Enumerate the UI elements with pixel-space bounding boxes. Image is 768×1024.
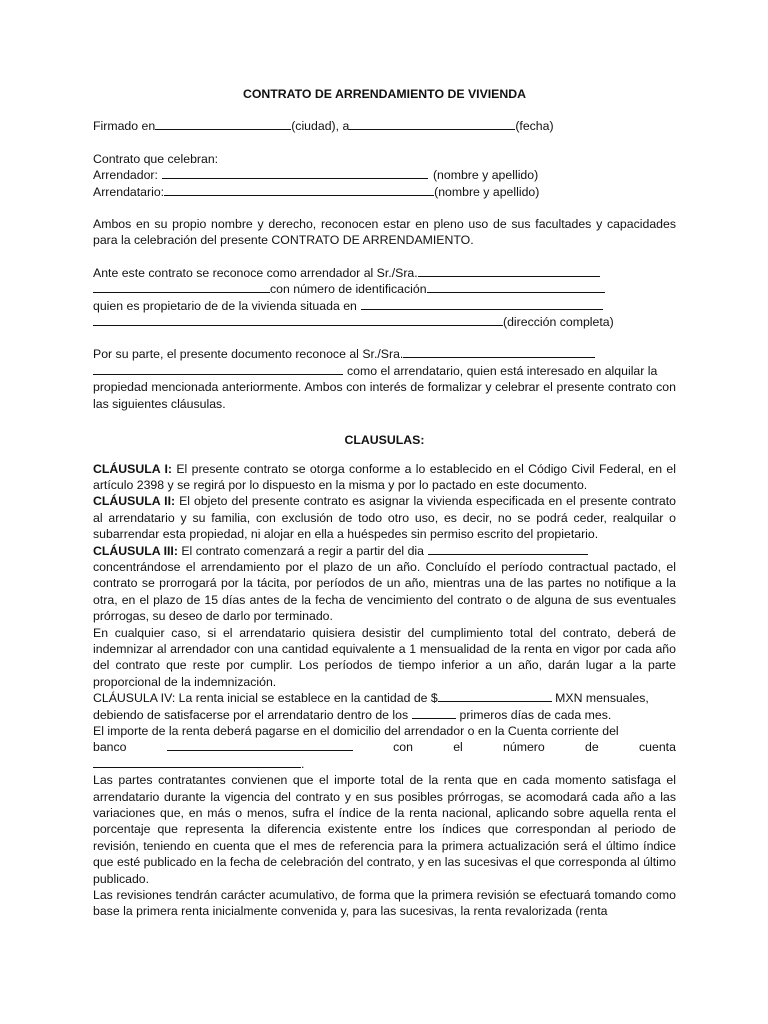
arrendador-nombre-hint: (nombre y apellido) xyxy=(432,168,539,183)
ante-line-4 xyxy=(93,314,676,330)
contract-document xyxy=(93,86,676,920)
clausula-2-text: El objeto del presente contrato es asignar la vivienda especificada en el presente contrato al arrendatario y su familia, con exclusión de todo otro uso, es decir, no se podrá ceder, realquilar o subarrendar esta propiedad, ni alojar en ella a huéspedes sin permiso escrito del propietario. xyxy=(93,494,676,542)
clausula-3-line-1 xyxy=(93,543,676,559)
clausula-4-line-3: El importe de la renta deberá pagarse en el domicilio del arrendador o en la Cuenta corriente del xyxy=(93,724,619,738)
city-blank xyxy=(155,118,291,130)
arrendatario-nombre-hint: (nombre y apellido) xyxy=(434,184,540,199)
start-date-blank xyxy=(428,543,588,555)
arrendador-name-blank xyxy=(93,281,270,293)
de-word: de xyxy=(585,740,599,755)
arrendador-blank xyxy=(162,167,428,179)
ante-line-2 xyxy=(93,281,676,297)
ante-text-3: quien es propietario de de la vivienda situada en xyxy=(93,298,357,313)
days-blank xyxy=(412,707,456,719)
rent-amount-blank xyxy=(438,690,552,702)
bank-name-blank xyxy=(167,739,353,751)
ambos-paragraph: Ambos en su propio nombre y derecho, reconocen estar en pleno uso de sus facultades y capacidades para la celebración del presente CONTRATO DE ARRENDAMIENTO. xyxy=(93,217,676,248)
cuenta-word: cuenta xyxy=(639,740,676,755)
firmado-label: Firmado en xyxy=(93,119,156,134)
por-su-parte-text-2: como el arrendatario, quien está interesado en alquilar la xyxy=(347,363,658,378)
clausula-4-text-1b: MXN mensuales, xyxy=(551,691,649,706)
ciudad-label: (ciudad), a xyxy=(291,119,350,134)
clausula-4-text-1a: La renta inicial se establece en la cantidad de $ xyxy=(175,691,438,706)
clausula-4-text-2b: primeros días de cada mes. xyxy=(456,707,612,722)
clausula-2-head: CLÁUSULA II: xyxy=(93,494,176,509)
ante-text-1: Ante este contrato se reconoce como arrendador al Sr./Sra. xyxy=(93,265,418,280)
partes-paragraph: Las partes contratantes convienen que el importe total de la renta que en cada momento satisfaga el arrendatario durante la vigencia del contrato y en sus posibles prórrogas, se acomodará cada año a las variaciones que, en más o menos, sufra el índice de la renta nacional, aplicando sobre aquella renta el porcentaje que representa la diferencia existente entre los índices que correspondan al periodo de revisión, teniendo en cuenta que el mes de referencia para la primera actualización será el último índice que esté publicado en la fecha de celebración del contrato, y en las sucesivas el que corresponda al último publicado. xyxy=(93,773,676,886)
account-dot: . xyxy=(301,756,305,771)
numero-word: número xyxy=(503,740,545,755)
clausulas-heading: CLAUSULAS: xyxy=(344,433,425,448)
arrendatario-name-blank xyxy=(93,363,343,375)
document-title: CONTRATO DE ARRENDAMIENTO DE VIVIENDA xyxy=(242,87,527,101)
firmado-line xyxy=(93,118,676,134)
con-word: con xyxy=(393,740,413,755)
clausula-1 xyxy=(93,461,676,494)
por-su-parte-rest: propiedad mencionada anteriormente. Ambos con interés de formalizar y celebrar el presente contrato con las siguientes cláusulas. xyxy=(93,380,676,411)
direccion-hint: (dirección completa) xyxy=(503,315,614,330)
por-su-parte-line-2 xyxy=(93,363,676,379)
el-word: el xyxy=(453,740,463,755)
clausula-4-line-2 xyxy=(93,707,676,723)
date-blank xyxy=(349,118,515,130)
clausula-2 xyxy=(93,493,676,542)
banco-word: banco xyxy=(93,740,127,755)
id-number-blank xyxy=(427,281,605,293)
arrendador-label: Arrendador: xyxy=(93,168,158,183)
fecha-label: (fecha) xyxy=(515,119,554,134)
clausula-3-p2: En cualquier caso, si el arrendatario quisiera desistir del cumplimiento total del contrato, deberá de indemnizar al arrendador con una cantidad equivalente a 1 mensualidad de la renta en vigor por cada año del contrato que reste por cumplir. Los períodos de tiempo inferior a un año, darán lugar a la parte proporcional de la indemnización. xyxy=(93,625,676,689)
vivienda-blank xyxy=(361,298,603,310)
clausula-4-head: CLÁUSULA IV: xyxy=(93,691,176,706)
arrendador-sr-blank xyxy=(418,265,600,277)
arrendatario-sr-blank xyxy=(403,346,595,358)
arrendatario-blank xyxy=(164,184,434,196)
arrendador-line xyxy=(93,167,676,183)
arrendatario-line xyxy=(93,184,676,200)
clausula-1-head: CLÁUSULA I: xyxy=(93,461,173,476)
clausula-3-text: concentrándose el arrendamiento por el plazo de un año. Concluído el período contractual pactado, el contrato se prorrogará por la tácita, por períodos de un año, mientras una de las partes no notifique a la otra, en el plazo de 15 días antes de la fecha de vencimiento del contrato o de alguna de sus eventuales prórrogas, su deseo de darlo por terminado. xyxy=(93,559,676,624)
por-su-parte-text-1: Por su parte, el presente documento reconoce al Sr./Sra. xyxy=(93,347,404,362)
arrendatario-label: Arrendatario: xyxy=(93,184,165,199)
address-blank xyxy=(93,314,503,326)
bank-line xyxy=(93,739,676,755)
ante-line-1 xyxy=(93,265,676,281)
clausula-4-text-2a: debiendo de satisfacerse por el arrendatario dentro de los xyxy=(93,707,409,722)
contrato-intro: Contrato que celebran: xyxy=(93,151,219,166)
account-number-blank xyxy=(93,756,301,768)
ante-text-2: con número de identificación xyxy=(270,282,427,297)
ante-line-3 xyxy=(93,298,676,314)
clausula-1-text: El presente contrato se otorga conforme a lo establecido en el Código Civil Federal, en el artículo 2398 y se regirá por lo dispuesto en la misma y por lo pactado en este documento. xyxy=(93,461,676,492)
por-su-parte-line-1 xyxy=(93,346,676,362)
clausula-3-head: CLÁUSULA III: xyxy=(93,543,178,558)
account-line xyxy=(93,756,676,772)
revisiones-paragraph: Las revisiones tendrán carácter acumulativo, de forma que la primera revisión se efectuará tomando como base la primera renta inicialmente convenida y, para las sucesivas, la renta revalorizada (renta xyxy=(93,888,676,919)
clausula-4-line-1 xyxy=(93,690,676,706)
clausula-3-text-1: El contrato comenzará a regir a partir del dia xyxy=(177,543,424,558)
